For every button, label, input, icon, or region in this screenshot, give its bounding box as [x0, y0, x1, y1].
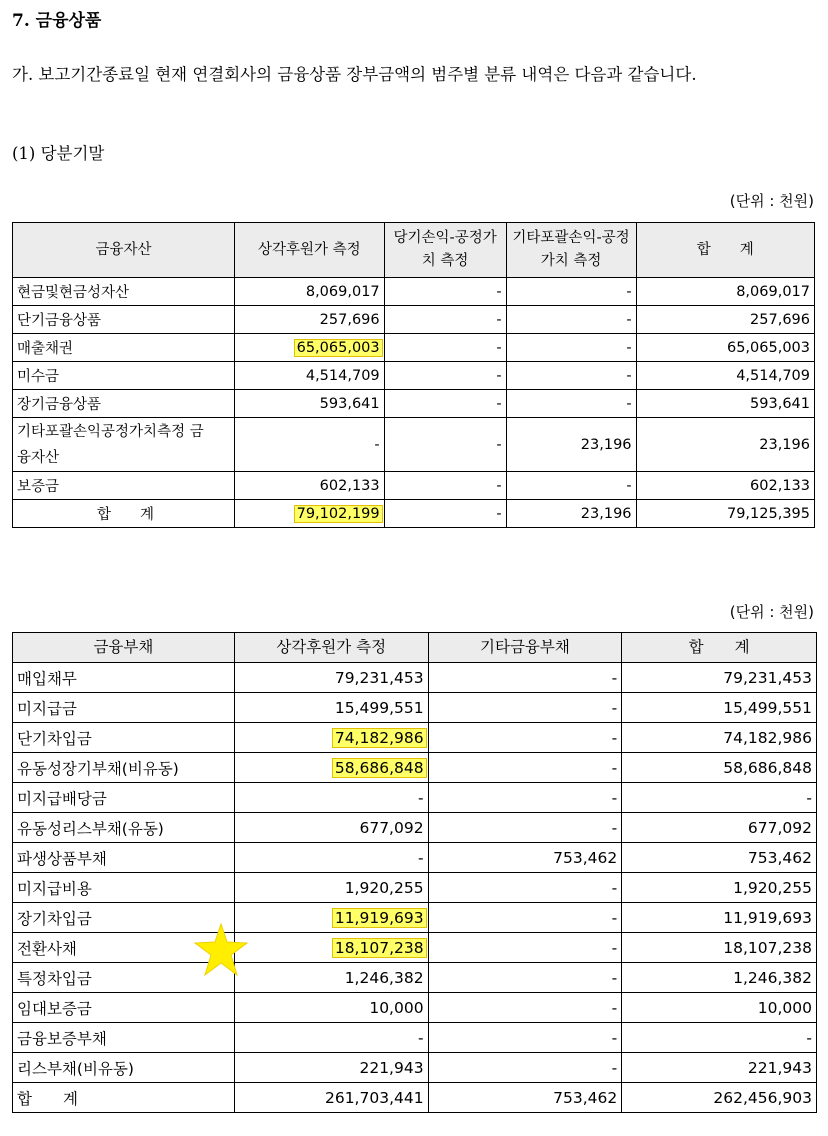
cell-total: 65,065,003 [636, 334, 814, 362]
cell-total: 602,133 [636, 472, 814, 500]
cell-total: 15,499,551 [622, 693, 817, 723]
row-label: 유동성리스부채(유동) [13, 813, 235, 843]
table-row [13, 306, 815, 334]
cell-fvpl: - [384, 278, 506, 306]
cell-fvoci: - [506, 306, 636, 334]
row-label: 유동성장기부채(비유동) [13, 753, 235, 783]
cell-other: - [428, 873, 622, 903]
table-row [13, 1053, 817, 1083]
cell-other: - [428, 693, 622, 723]
cell-amortized [234, 933, 428, 963]
cell-amortized: 1,920,255 [234, 873, 428, 903]
cell-total: 58,686,848 [622, 753, 817, 783]
cell-fvoci: - [506, 390, 636, 418]
assets-header-fvpl-text: 당기손익-공정가치 측정 [393, 230, 497, 269]
table-row [13, 663, 817, 693]
total-fvpl: - [384, 500, 506, 528]
table-row [13, 963, 817, 993]
row-label: 장기차입금 [13, 903, 235, 933]
cell-amortized [234, 903, 428, 933]
table-row [13, 843, 817, 873]
table-row [13, 993, 817, 1023]
cell-amortized: 221,943 [234, 1053, 428, 1083]
assets-header-total: 합 계 [636, 223, 814, 278]
liabilities-header-amortized: 상각후원가 측정 [234, 633, 428, 663]
table-row [13, 362, 815, 390]
total-label: 합 계 [13, 1083, 235, 1113]
liabilities-header-category: 금융부채 [13, 633, 235, 663]
cell-amortized: 79,231,453 [234, 663, 428, 693]
table-row [13, 933, 817, 963]
cell-other: - [428, 663, 622, 693]
section-title: 7. 금융상품 [12, 11, 102, 31]
table-row [13, 418, 815, 472]
cell-other: - [428, 813, 622, 843]
cell-total: 221,943 [622, 1053, 817, 1083]
financial-assets-table [12, 222, 815, 528]
cell-total: 18,107,238 [622, 933, 817, 963]
highlighted-value: 11,919,693 [332, 908, 427, 928]
cell-amortized: 15,499,551 [234, 693, 428, 723]
cell-fvpl: - [384, 334, 506, 362]
row-label: 파생상품부채 [13, 843, 235, 873]
cell-other: - [428, 1023, 622, 1053]
cell-amortized: - [234, 418, 384, 472]
cell-total: 23,196 [636, 418, 814, 472]
assets-header-fvpl [384, 223, 506, 278]
table-row [13, 390, 815, 418]
cell-total: 11,919,693 [622, 903, 817, 933]
cell-fvoci: - [506, 334, 636, 362]
cell-total: 257,696 [636, 306, 814, 334]
cell-amortized: 10,000 [234, 993, 428, 1023]
table-row [13, 753, 817, 783]
star-icon [192, 922, 250, 978]
assets-header-fvoci [506, 223, 636, 278]
cell-other: - [428, 933, 622, 963]
total-fvoci: 23,196 [506, 500, 636, 528]
row-label: 현금및현금성자산 [13, 278, 235, 306]
row-label: 리스부채(비유동) [13, 1053, 235, 1083]
cell-fvpl: - [384, 390, 506, 418]
assets-header-category: 금융자산 [13, 223, 235, 278]
cell-fvoci: 23,196 [506, 418, 636, 472]
total-sum: 262,456,903 [622, 1083, 817, 1113]
cell-total: 753,462 [622, 843, 817, 873]
row-label: 매출채권 [13, 334, 235, 362]
row-label: 전환사채 [13, 933, 235, 963]
total-sum: 79,125,395 [636, 500, 814, 528]
intro-paragraph: 가. 보고기간종료일 현재 연결회사의 금융상품 장부금액의 범주별 분류 내역은 다음과 같습니다. [12, 65, 697, 84]
table-row [13, 334, 815, 362]
assets-header-fvoci-text: 기타포괄손익-공정가치 측정 [512, 230, 630, 269]
table-row [13, 813, 817, 843]
row-label: 미지급비용 [13, 873, 235, 903]
cell-amortized: 1,246,382 [234, 963, 428, 993]
row-label: 장기금융상품 [13, 390, 235, 418]
cell-amortized: 257,696 [234, 306, 384, 334]
total-row [13, 500, 815, 528]
row-label: 금융보증부채 [13, 1023, 235, 1053]
cell-other: - [428, 903, 622, 933]
cell-amortized: 593,641 [234, 390, 384, 418]
table-row [13, 723, 817, 753]
row-label: 특정차입금 [13, 963, 235, 993]
cell-total: 8,069,017 [636, 278, 814, 306]
table-row [13, 903, 817, 933]
cell-amortized [234, 723, 428, 753]
cell-amortized: - [234, 1023, 428, 1053]
cell-other: - [428, 1053, 622, 1083]
cell-other: - [428, 993, 622, 1023]
table-row [13, 472, 815, 500]
cell-total: 74,182,986 [622, 723, 817, 753]
liabilities-header-row [13, 633, 817, 663]
cell-amortized: 4,514,709 [234, 362, 384, 390]
table-row [13, 693, 817, 723]
unit-label-liabilities: (단위 : 천원) [729, 603, 814, 621]
highlighted-value: 74,182,986 [332, 728, 427, 748]
cell-amortized: 677,092 [234, 813, 428, 843]
cell-other: - [428, 963, 622, 993]
total-amortized: 261,703,441 [234, 1083, 428, 1113]
cell-fvoci: - [506, 362, 636, 390]
row-label: 미지급배당금 [13, 783, 235, 813]
assets-header-amortized: 상각후원가 측정 [234, 223, 384, 278]
row-label: 보증금 [13, 472, 235, 500]
financial-liabilities-table [12, 632, 817, 1113]
cell-other: 753,462 [428, 843, 622, 873]
cell-total: - [622, 1023, 817, 1053]
table-row [13, 278, 815, 306]
table-row [13, 1023, 817, 1053]
row-label: 임대보증금 [13, 993, 235, 1023]
unit-label-assets: (단위 : 천원) [729, 192, 814, 210]
cell-other: - [428, 753, 622, 783]
cell-fvpl: - [384, 306, 506, 334]
cell-other: - [428, 783, 622, 813]
cell-fvpl: - [384, 362, 506, 390]
assets-header-row [13, 223, 815, 278]
table-row [13, 783, 817, 813]
cell-amortized: - [234, 783, 428, 813]
total-other: 753,462 [428, 1083, 622, 1113]
liabilities-header-other: 기타금융부채 [428, 633, 622, 663]
cell-amortized [234, 753, 428, 783]
cell-other: - [428, 723, 622, 753]
cell-fvoci: - [506, 278, 636, 306]
table-row [13, 873, 817, 903]
row-label: 단기차입금 [13, 723, 235, 753]
cell-fvoci: - [506, 472, 636, 500]
cell-amortized [234, 334, 384, 362]
cell-fvpl: - [384, 418, 506, 472]
total-amortized [234, 500, 384, 528]
cell-total: 10,000 [622, 993, 817, 1023]
cell-amortized: 8,069,017 [234, 278, 384, 306]
cell-total: - [622, 783, 817, 813]
cell-total: 1,920,255 [622, 873, 817, 903]
row-label: 단기금융상품 [13, 306, 235, 334]
row-label: 미지급금 [13, 693, 235, 723]
row-label: 매입채무 [13, 663, 235, 693]
cell-total: 4,514,709 [636, 362, 814, 390]
period-subheading: (1) 당분기말 [12, 144, 105, 163]
cell-total: 677,092 [622, 813, 817, 843]
highlighted-value: 58,686,848 [332, 758, 427, 778]
highlighted-value: 65,065,003 [294, 339, 383, 357]
cell-amortized: - [234, 843, 428, 873]
liabilities-header-total: 합 계 [622, 633, 817, 663]
row-label-text: 기타포괄손익공정가치측정 금융자산 [17, 423, 204, 466]
total-label: 합 계 [13, 500, 235, 528]
row-label: 미수금 [13, 362, 235, 390]
row-label [13, 418, 235, 472]
cell-total: 593,641 [636, 390, 814, 418]
cell-total: 79,231,453 [622, 663, 817, 693]
highlighted-value: 79,102,199 [294, 505, 383, 523]
cell-total: 1,246,382 [622, 963, 817, 993]
cell-fvpl: - [384, 472, 506, 500]
highlighted-value: 18,107,238 [332, 938, 427, 958]
cell-amortized: 602,133 [234, 472, 384, 500]
total-row [13, 1083, 817, 1113]
